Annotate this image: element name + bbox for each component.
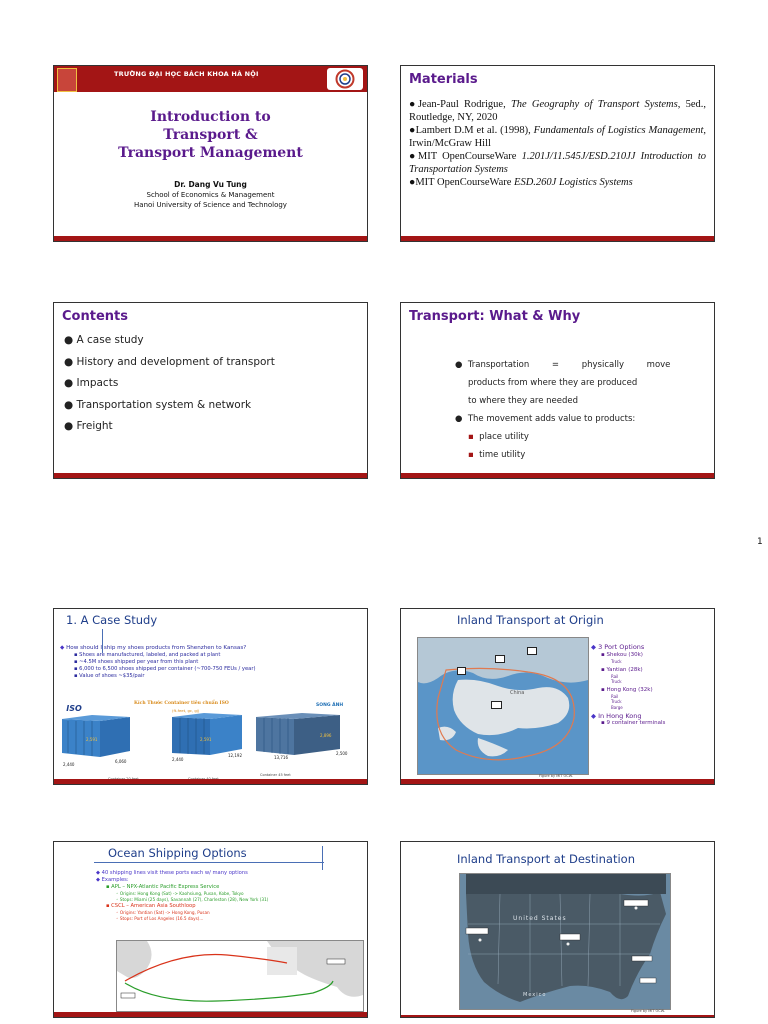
svg-text:2,896: 2,896 xyxy=(320,733,332,738)
port-item: ▪ Yantian (28k) xyxy=(601,666,643,673)
list-item: ● A case study xyxy=(64,334,144,346)
container-heading: Kích Thước Container tiêu chuẩn ISO xyxy=(134,701,229,706)
line-item: ▪ CSCL – American Asia Southloop xyxy=(106,903,196,909)
contents-list xyxy=(64,335,275,443)
map-country-label: United States xyxy=(513,915,567,922)
slide-heading: Contents xyxy=(62,309,128,324)
footer-bar xyxy=(54,1012,367,1017)
svg-text:2,591: 2,591 xyxy=(200,737,212,742)
svg-text:2,440: 2,440 xyxy=(172,757,184,762)
case-text xyxy=(60,645,350,680)
map-country-label: Mexico xyxy=(523,992,547,998)
slide-heading: Inland Transport at Destination xyxy=(457,852,635,866)
svg-text:13,716: 13,716 xyxy=(274,755,288,760)
material-item: ●MIT OpenCourseWare ESD.260J Logistics Systems xyxy=(409,177,633,188)
school-logo-icon xyxy=(327,68,363,90)
slide-materials xyxy=(400,65,715,242)
map-label xyxy=(491,701,502,709)
port-item: ▪ Hong Kong (32k) xyxy=(601,686,653,693)
presentation-title: Introduction to Transport & Transport Management xyxy=(118,109,303,161)
svg-text:China: China xyxy=(510,690,525,696)
list-item: ● The movement adds value to products: xyxy=(455,414,636,424)
figure-credit: Figure by MIT OCW. xyxy=(631,1009,665,1013)
footer-bar xyxy=(401,779,714,784)
footer-bar xyxy=(54,236,367,241)
list-item: ◆ Examples: xyxy=(96,877,129,883)
footer-bar xyxy=(54,473,367,478)
slide-heading: 1. A Case Study xyxy=(66,613,158,627)
container-subheading: (ft-feet, gc, gj) xyxy=(172,708,200,713)
world-route-map xyxy=(116,940,364,1012)
material-item: ●MIT OpenCourseWare 1.201J/11.545J/ESD.210JJ Introduction to Transportation Systems xyxy=(409,151,707,175)
port-item: ▪ 9 container terminals xyxy=(601,720,666,726)
footer-bar xyxy=(401,473,714,478)
slide-heading: Ocean Shipping Options xyxy=(108,846,247,860)
container-illustration xyxy=(60,711,360,769)
institution-name: Hanoi University of Science and Technology xyxy=(134,201,287,209)
fact-item: ▪ 6,000 to 6,500 shoes shipped per container (~700-750 FEUs / year) xyxy=(74,666,256,672)
fact-item: ▪ Shoes are manufactured, labeled, and packed at plant xyxy=(74,652,221,658)
fact-item: ▪ ~4.5M shoes shipped per year from this plant xyxy=(74,659,199,665)
slide-case-study xyxy=(53,608,368,785)
map-label xyxy=(495,655,505,663)
material-item: ●Lambert D.M et al. (1998), Fundamentals of Logistics Management, Irwin/McGraw Hill xyxy=(409,125,706,149)
university-name: TRƯỜNG ĐẠI HỌC BÁCH KHOA HÀ NỘI xyxy=(114,70,259,78)
material-item: ●Jean-Paul Rodrigue, The Geography of Transport Systems, 5ed., Routledge, NY, 2020 xyxy=(409,99,707,123)
footer-bar xyxy=(401,1015,714,1017)
university-banner xyxy=(54,66,367,92)
slide-heading: Transport: What & Why xyxy=(409,309,581,324)
list-item: ● Transportation = physically move xyxy=(455,360,671,370)
slide-inland-destination xyxy=(400,841,715,1018)
list-item: ◆ 40 shipping lines visit these ports each w/ many options xyxy=(96,870,248,876)
svg-text:12,192: 12,192 xyxy=(228,753,242,758)
question: ◆ How should I ship my shoes products from Shenzhen to Kansas? xyxy=(60,645,247,651)
slide-contents xyxy=(53,302,368,479)
list-item: ● Freight xyxy=(64,420,113,432)
footer-bar xyxy=(54,779,367,784)
us-map xyxy=(459,873,671,1010)
slide-what-why xyxy=(400,302,715,479)
slide-title xyxy=(53,65,368,242)
list-item: ● Impacts xyxy=(64,377,119,389)
svg-text:2,500: 2,500 xyxy=(336,751,348,756)
slide-heading: Materials xyxy=(409,72,478,87)
shipping-text: ◆ 40 shipping lines visit these ports each w/ many options ◆ Examples: ▪ APL – NPX-Atlantic Pacific Express Service ◦ Origins: Hong Kong (Sat) -> Kaohsiung, Pusan, Kobe, Tokyo ◦ Stops: Miami (25 days), Savannah (27), Charleston (28), New York (31) ▪ CSCL – American Asia Southloop ◦ Origins: Yantian (Sat) -> Hong Kong, Pusan ◦ Stops: Port of Los Angeles (16.5 days)... xyxy=(96,870,356,922)
svg-text:6,060: 6,060 xyxy=(115,759,127,764)
port-list: ◆ 3 Port Options ▪ Shekou (30k) Truck ▪ Yantian (28k) Rail Truck ▪ Hong Kong (32k) Rail Truck Barge ◆ In Hong Kong ▪ 9 container terminals xyxy=(591,643,666,726)
iso-logo-icon: ISO xyxy=(66,704,82,713)
page-number: 1 xyxy=(757,537,763,547)
footer-bar xyxy=(401,236,714,241)
what-why-body: ● Transportation = physically move products from where they are produced to where they are needed ● The movement adds value to products: ▪ place utility ▪ time utility xyxy=(455,356,687,464)
materials-list xyxy=(409,98,706,189)
author-block xyxy=(54,180,367,210)
map-label xyxy=(457,667,466,675)
line-item: ▪ APL – NPX-Atlantic Pacific Express Service xyxy=(106,884,220,890)
figure-credit: Figure by MIT OCW. xyxy=(539,774,573,778)
slide-inland-origin xyxy=(400,608,715,785)
author-name: Dr. Dang Vu Tung xyxy=(174,180,247,189)
map-label xyxy=(527,647,537,655)
slide-ocean-shipping xyxy=(53,841,368,1018)
svg-text:2,591: 2,591 xyxy=(86,737,98,742)
slide-heading: Inland Transport at Origin xyxy=(457,613,604,627)
university-logo-icon xyxy=(57,68,77,92)
brand-logo-icon: SONG ÁNH xyxy=(316,703,344,708)
school-name: School of Economics & Management xyxy=(146,191,275,199)
svg-text:2,440: 2,440 xyxy=(63,762,75,767)
list-item: ● History and development of transport xyxy=(64,355,275,368)
port-item: ▪ Shekou (30k) xyxy=(601,652,643,658)
sub-item: ▪ time utility xyxy=(468,450,526,460)
fact-item: ▪ Value of shoes ~$35/pair xyxy=(74,673,145,679)
sub-item: ▪ place utility xyxy=(468,432,529,442)
list-item: ● Transportation system & network xyxy=(64,398,252,411)
caption: Container 45 feet xyxy=(260,773,291,777)
